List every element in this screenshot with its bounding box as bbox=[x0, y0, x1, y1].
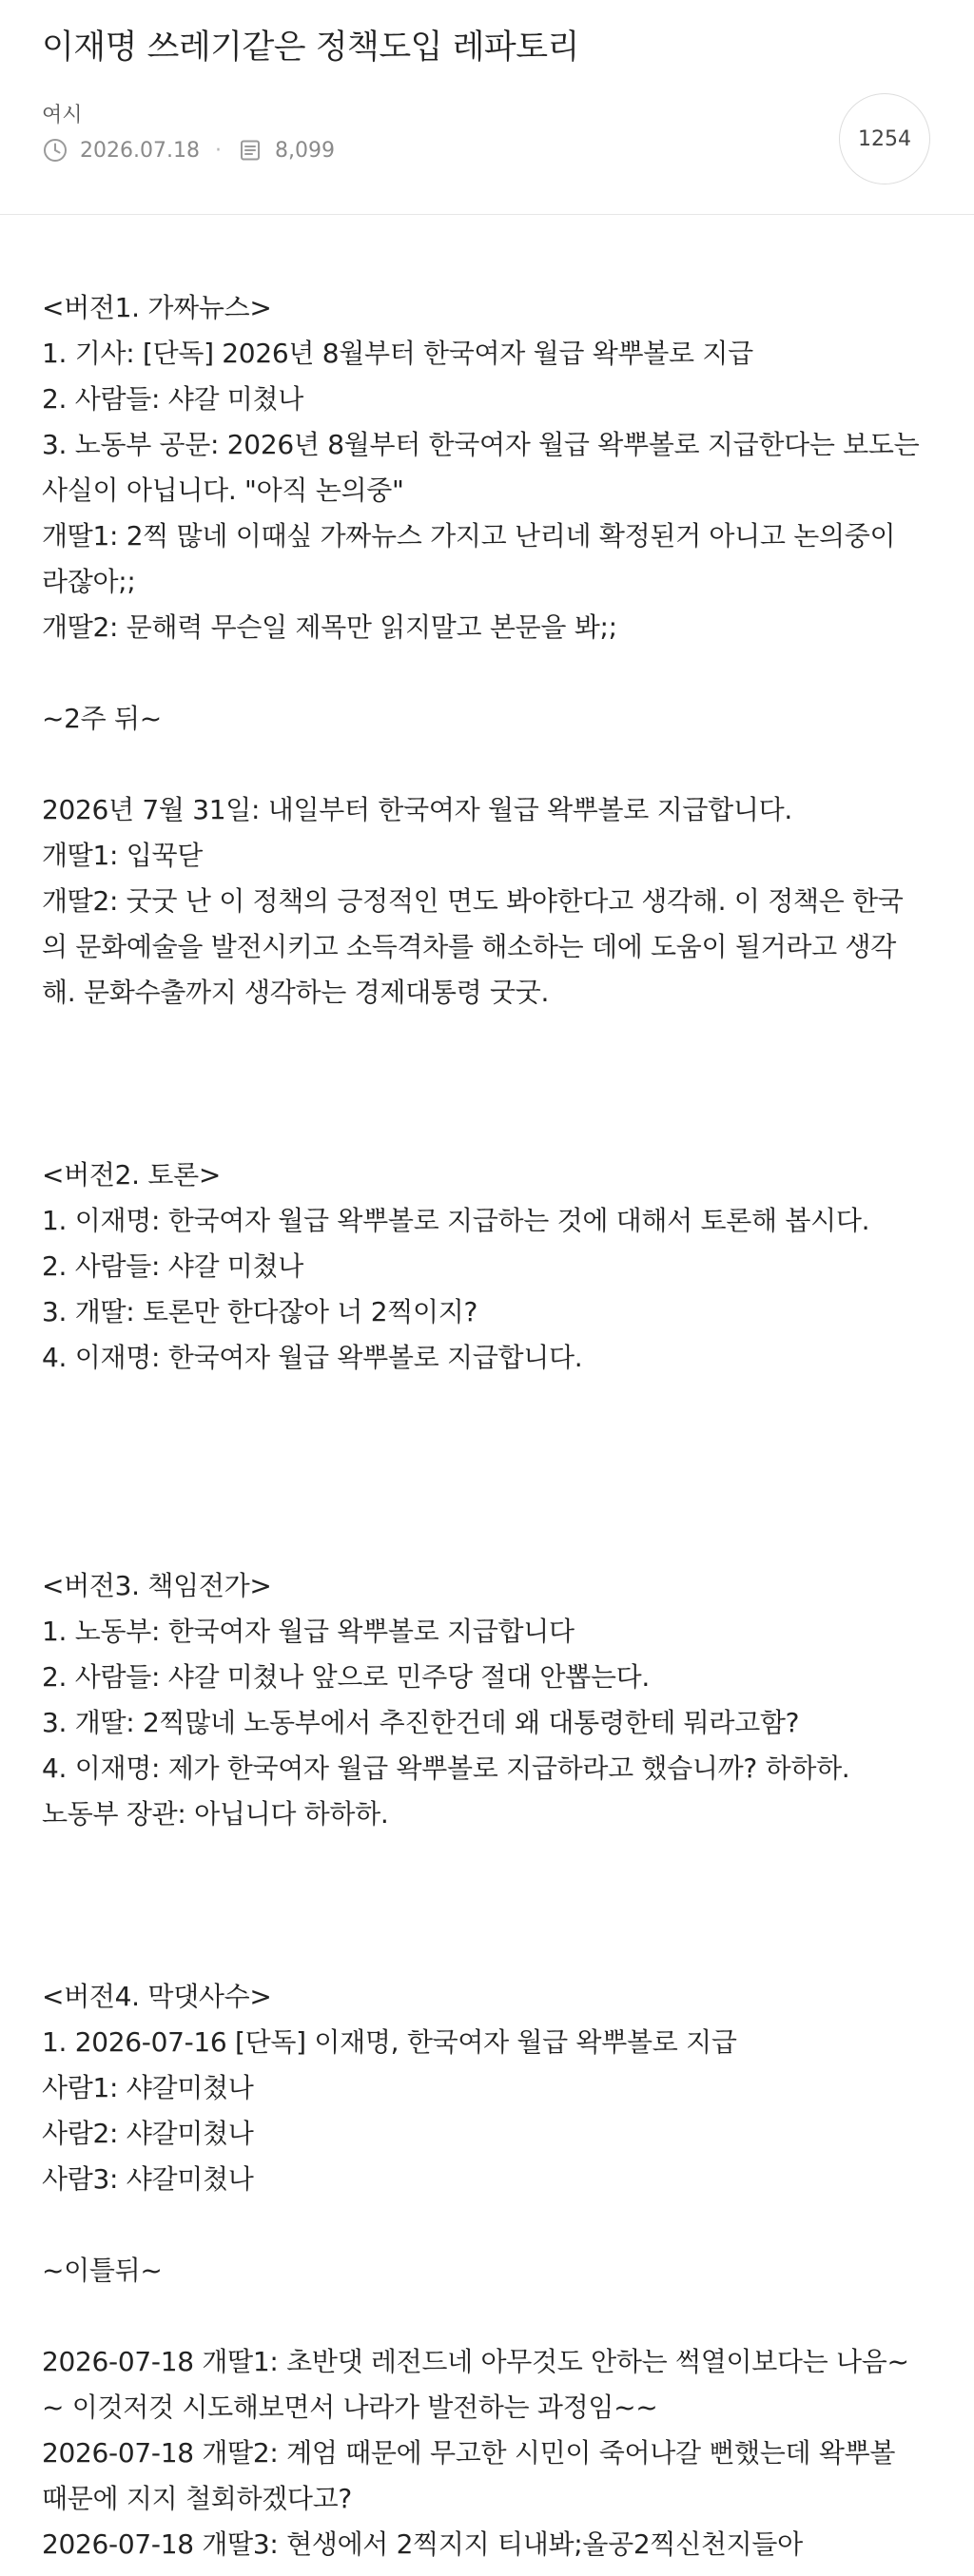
body-line: 2. 사람들: 샤갈 미쳤나 bbox=[42, 383, 304, 415]
body-line: 2026년 7월 31일: 내일부터 한국여자 월급 왁뿌볼로 지급합니다. bbox=[42, 794, 792, 825]
body-line: 개딸2: 굿굿 난 이 정책의 긍정적인 면도 봐야한다고 생각해. 이 정책은 한국 bbox=[42, 885, 904, 917]
body-line: 2026-07-18 개딸1: 초반댓 레전드네 아무것도 안하는 썩열이보다는 나음~ bbox=[42, 2346, 909, 2377]
body-line: 2026-07-18 개딸2: 계엄 때문에 무고한 시민이 죽어나갈 뻔했는데 왁뿌볼 bbox=[42, 2437, 896, 2469]
blank-line bbox=[42, 1928, 945, 1974]
blank-line bbox=[42, 650, 945, 696]
body-line: 사람1: 샤갈미쳤나 bbox=[42, 2072, 254, 2103]
post-body bbox=[42, 285, 945, 2567]
blank-line bbox=[42, 1426, 945, 1472]
body-line: <버전1. 가짜뉴스> bbox=[42, 292, 272, 323]
post-title: 이재명 쓰레기같은 정책도입 레파토리 bbox=[42, 29, 579, 67]
body-line: ~2주 뒤~ bbox=[42, 703, 162, 734]
body-line: 1. 기사: [단독] 2026년 8월부터 한국여자 월급 왁뿌볼로 지급 bbox=[42, 338, 753, 369]
blank-line bbox=[42, 2294, 945, 2339]
body-line: 사실이 아닙니다. "아직 논의중" bbox=[42, 475, 404, 506]
body-line: <버전2. 토론> bbox=[42, 1159, 222, 1191]
body-line: <버전3. 책임전가> bbox=[42, 1570, 272, 1601]
post-date: 2026.07.18 bbox=[80, 138, 200, 163]
body-line: 사람2: 샤갈미쳤나 bbox=[42, 2118, 254, 2149]
meta-separator: · bbox=[214, 138, 222, 163]
clock-icon bbox=[42, 137, 68, 164]
body-line: 3. 노동부 공문: 2026년 8월부터 한국여자 월급 왁뿌볼로 지급한다는 보도는 bbox=[42, 429, 920, 460]
author-name[interactable]: 여시 bbox=[42, 104, 83, 127]
body-line: 의 문화예술을 발전시키고 소득격차를 해소하는 데에 도움이 될거라고 생각 bbox=[42, 931, 896, 962]
body-line: ~이틀뒤~ bbox=[42, 2255, 163, 2286]
body-line: 라잖아;; bbox=[42, 566, 136, 597]
comment-count-button[interactable]: 1254 bbox=[839, 93, 930, 184]
body-line: 2. 사람들: 샤갈 미쳤나 앞으로 민주당 절대 안뽑는다. bbox=[42, 1661, 651, 1693]
blank-line bbox=[42, 1837, 945, 1883]
blank-line bbox=[42, 1518, 945, 1563]
blank-line bbox=[42, 1472, 945, 1518]
post-header bbox=[0, 0, 974, 215]
post-meta bbox=[42, 137, 335, 164]
body-line: 개딸1: 2찍 많네 이때싶 가짜뉴스 가지고 난리네 확정된거 아니고 논의중이 bbox=[42, 520, 896, 552]
body-line: 4. 이재명: 한국여자 월급 왁뿌볼로 지급합니다. bbox=[42, 1342, 583, 1373]
body-line: 개딸2: 문해력 무슨일 제목만 읽지말고 본문을 봐;; bbox=[42, 611, 617, 643]
blank-line bbox=[42, 1061, 945, 1107]
body-line: 1. 노동부: 한국여자 월급 왁뿌볼로 지급합니다 bbox=[42, 1616, 575, 1647]
body-line: 3. 개딸: 토론만 한다잖아 너 2찍이지? bbox=[42, 1296, 478, 1327]
body-line: 해. 문화수출까지 생각하는 경제대통령 굿굿. bbox=[42, 977, 550, 1008]
body-line: 개딸1: 입꾹닫 bbox=[42, 840, 203, 871]
body-line: 때문에 지지 철회하겠다고? bbox=[42, 2483, 352, 2514]
blank-line bbox=[42, 1381, 945, 1426]
body-line: 2026-07-18 개딸3: 현생에서 2찍지지 티내봐;올공2찍신천지들아 bbox=[42, 2528, 803, 2560]
body-line: 3. 개딸: 2찍많네 노동부에서 추진한건데 왜 대통령한테 뭐라고함? bbox=[42, 1707, 800, 1738]
body-line: 1. 2026-07-16 [단독] 이재명, 한국여자 월급 왁뿌볼로 지급 bbox=[42, 2026, 737, 2058]
blank-line bbox=[42, 1107, 945, 1152]
body-line: 노동부 장관: 아닙니다 하하하. bbox=[42, 1798, 389, 1830]
blank-line bbox=[42, 2202, 945, 2248]
document-icon bbox=[237, 137, 263, 164]
body-line: 사람3: 샤갈미쳤나 bbox=[42, 2163, 254, 2195]
body-line: 2. 사람들: 샤갈 미쳤나 bbox=[42, 1250, 304, 1282]
body-line: 1. 이재명: 한국여자 월급 왁뿌볼로 지급하는 것에 대해서 토론해 봅시다. bbox=[42, 1205, 870, 1236]
blank-line bbox=[42, 1883, 945, 1928]
body-line: <버전4. 막댓사수> bbox=[42, 1981, 272, 2012]
body-line: 4. 이재명: 제가 한국여자 월급 왁뿌볼로 지급하라고 했습니까? 하하하. bbox=[42, 1753, 850, 1784]
blank-line bbox=[42, 1016, 945, 1061]
view-count: 8,099 bbox=[274, 138, 335, 163]
blank-line bbox=[42, 742, 945, 787]
body-line: ~ 이것저것 시도해보면서 나라가 발전하는 과정임~~ bbox=[42, 2392, 658, 2423]
